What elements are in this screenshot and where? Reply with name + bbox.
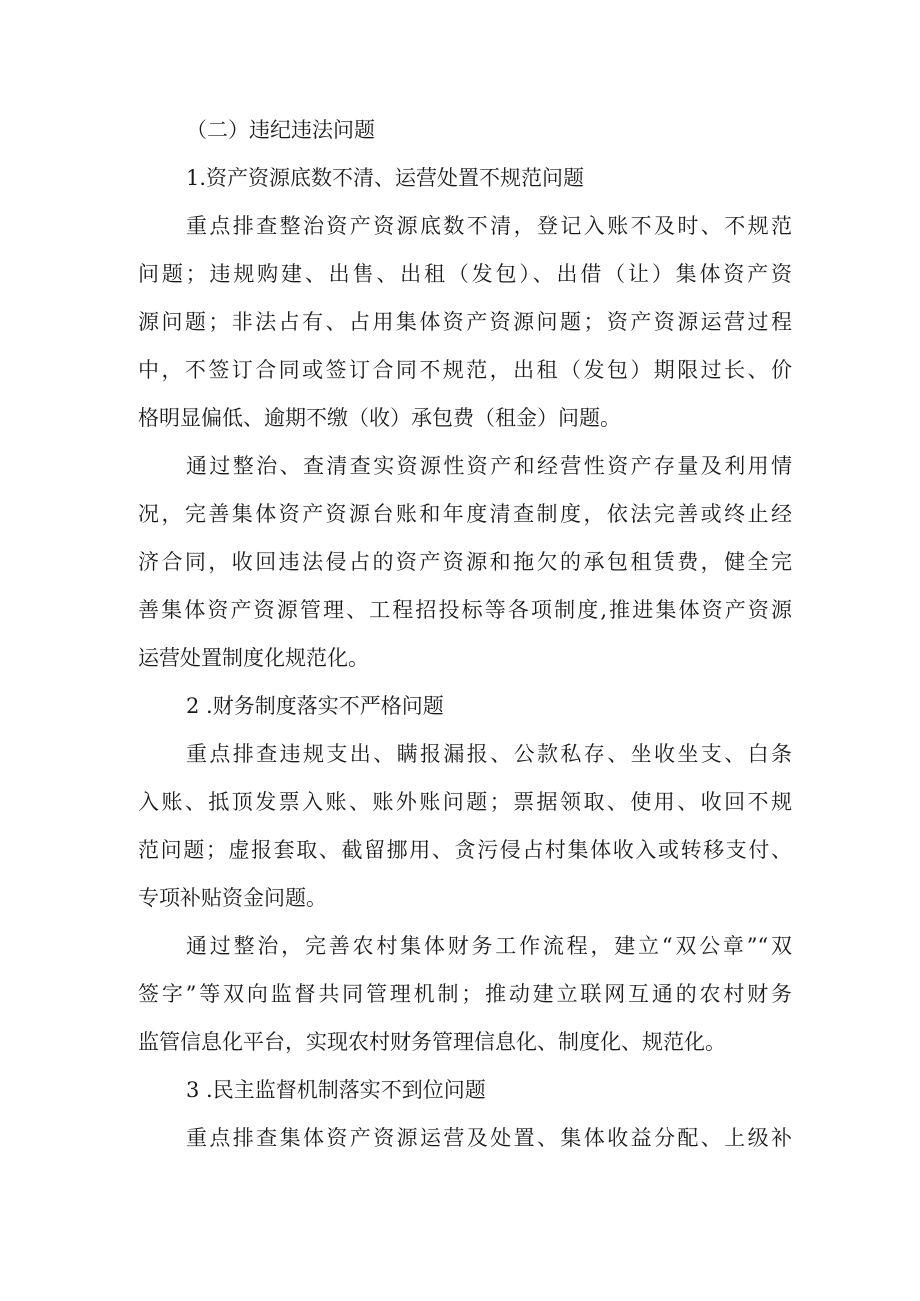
paragraph-line: 格明显偏低、逾期不缴（收）承包费（租金）问题。 [138, 406, 621, 430]
item1-title: 1.资产资源底数不清、运营处置不规范问题 [186, 166, 585, 190]
item2-title: 2 .财务制度落实不严格问题 [186, 694, 444, 718]
paragraph-line: 中，不签订合同或签订合同不规范，出租（发包）期限过长、价 [138, 358, 792, 382]
section-heading: （二）违纪违法问题 [186, 118, 375, 142]
item3-title: 3 .民主监督机制落实不到位问题 [186, 1078, 486, 1102]
paragraph-line: 签字”等双向监督共同管理机制；推动建立联网互通的农村财务 [138, 982, 792, 1006]
paragraph-line: 重点排查违规支出、瞒报漏报、公款私存、坐收坐支、白条 [186, 742, 792, 766]
paragraph-line: 通过整治，完善农村集体财务工作流程，建立“双公章”“双 [186, 934, 792, 958]
paragraph-line: 通过整治、查清查实资源性资产和经营性资产存量及利用情 [186, 454, 792, 478]
paragraph-line: 专项补贴资金问题。 [138, 886, 327, 910]
paragraph-line: 济合同，收回违法侵占的资产资源和拖欠的承包租赁费，健全完 [138, 550, 792, 574]
paragraph-line: 源问题；非法占有、占用集体资产资源问题；资产资源运营过程 [138, 310, 792, 334]
document-body [138, 106, 792, 1162]
paragraph-line: 入账、抵顶发票入账、账外账问题；票据领取、使用、收回不规 [138, 790, 792, 814]
paragraph-line: 况，完善集体资产资源台账和年度清查制度，依法完善或终止经 [138, 502, 792, 526]
paragraph-line: 问题；违规购建、出售、出租（发包）、出借（让）集体资产资 [138, 262, 792, 286]
paragraph-line: 重点排查整治资产资源底数不清，登记入账不及时、不规范 [186, 214, 792, 238]
paragraph-line: 范问题；虚报套取、截留挪用、贪污侵占村集体收入或转移支付、 [138, 838, 792, 862]
paragraph-line: 运营处置制度化规范化。 [138, 646, 369, 670]
paragraph-line: 监管信息化平台，实现农村财务管理信息化、制度化、规范化。 [138, 1030, 726, 1054]
paragraph-line: 重点排查集体资产资源运营及处置、集体收益分配、上级补 [186, 1126, 792, 1150]
paragraph-line: 善集体资产资源管理、工程招投标等各项制度,推进集体资产资源 [138, 598, 792, 622]
